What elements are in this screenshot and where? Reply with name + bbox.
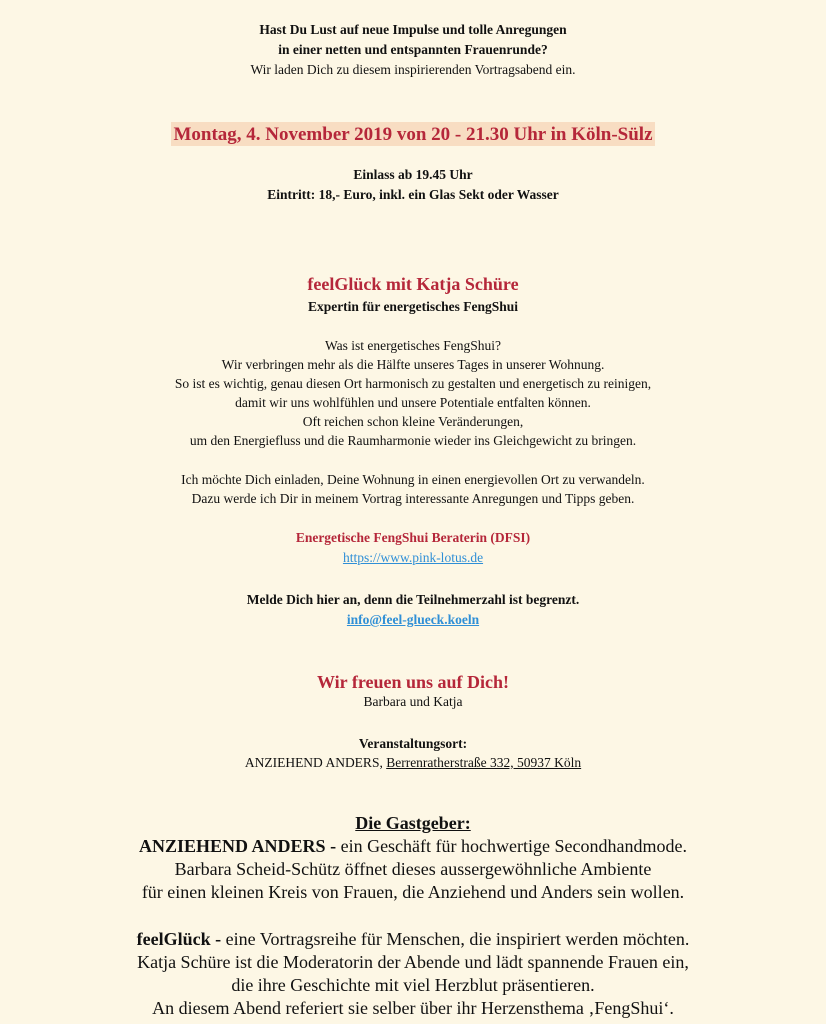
description-line: So ist es wichtig, genau diesen Ort harmonisch zu gestalten und energetisch zu reinigen,: [174, 376, 652, 391]
hosts-heading: Die Gastgeber:: [355, 813, 471, 833]
host-anders-text: ein Geschäft für hochwertige Secondhandmode.: [340, 836, 687, 856]
venue-address-line: [0, 755, 826, 771]
host-feelglueck-text: eine Vortragsreihe für Menschen, die inspiriert werden möchten.: [225, 929, 690, 949]
host-feelglueck-line: An diesem Abend referiert sie selber über ihr Herzensthema ‚FengShui‘.: [152, 998, 674, 1018]
registration-text: Melde Dich hier an, denn die Teilnehmerzahl ist begrenzt.: [246, 592, 580, 607]
intro-line-3: Wir laden Dich zu diesem inspirierenden Vortragsabend ein.: [250, 62, 576, 77]
consultant-link-row: [0, 550, 826, 566]
host-feelglueck-line: Katja Schüre ist die Moderatorin der Abende und lädt spannende Frauen ein,: [137, 952, 689, 972]
intro-line-2: in einer netten und entspannten Frauenrunde?: [278, 42, 548, 57]
host-anders-line: [0, 836, 826, 857]
venue-label: Veranstaltungsort:: [358, 736, 468, 751]
venue-address: Berrenratherstraße 332, 50937 Köln: [386, 755, 582, 770]
host-feelglueck-line: [0, 929, 826, 950]
description-line: Oft reichen schon kleine Veränderungen,: [302, 414, 524, 429]
speaker-subtitle: Expertin für energetisches FengShui: [307, 299, 519, 314]
registration-email-row: [0, 612, 826, 628]
closing-names: Barbara und Katja: [363, 694, 463, 709]
host-anders-line: für einen kleinen Kreis von Frauen, die Anziehend und Anders sein wollen.: [141, 882, 685, 902]
description-line: damit wir uns wohlfühlen und unsere Potentiale entfalten können.: [235, 395, 591, 410]
consultant-title: Energetische FengShui Beraterin (DFSI): [295, 530, 531, 545]
admission-price: Eintritt: 18,- Euro, inkl. ein Glas Sekt oder Wasser: [267, 187, 559, 202]
description-line: um den Energiefluss und die Raumharmonie wieder ins Gleichgewicht zu bringen.: [189, 433, 637, 448]
entry-time: Einlass ab 19.45 Uhr: [353, 167, 473, 182]
description-line: Dazu werde ich Dir in meinem Vortrag interessante Anregungen und Tipps geben.: [191, 491, 635, 506]
closing-greeting: Wir freuen uns auf Dich!: [316, 672, 510, 692]
host-anders-line: Barbara Scheid-Schütz öffnet dieses aussergewöhnliche Ambiente: [174, 859, 652, 879]
event-date: [0, 124, 826, 146]
speaker-title: feelGlück mit Katja Schüre: [307, 274, 519, 294]
description-line: Wir verbringen mehr als die Hälfte unseres Tages in unserer Wohnung.: [221, 357, 605, 372]
venue-name: ANZIEHEND ANDERS,: [244, 755, 383, 770]
event-date-highlight: Montag, 4. November 2019 von 20 - 21.30 Uhr in Köln-Sülz: [173, 124, 653, 145]
consultant-website-link[interactable]: https://www.pink-lotus.de: [342, 550, 484, 565]
registration-email-link[interactable]: info@feel-glueck.koeln: [346, 612, 480, 627]
description-line: Was ist energetisches FengShui?: [324, 338, 501, 353]
description-line: Ich möchte Dich einladen, Deine Wohnung in einen energievollen Ort zu verwandeln.: [181, 472, 645, 487]
intro-line-1: Hast Du Lust auf neue Impulse und tolle Anregungen: [259, 22, 567, 37]
host-feelglueck-line: die ihre Geschichte mit viel Herzblut präsentieren.: [231, 975, 595, 995]
host-feelglueck-name: feelGlück -: [136, 929, 222, 949]
host-anders-name: ANZIEHEND ANDERS -: [139, 836, 337, 856]
